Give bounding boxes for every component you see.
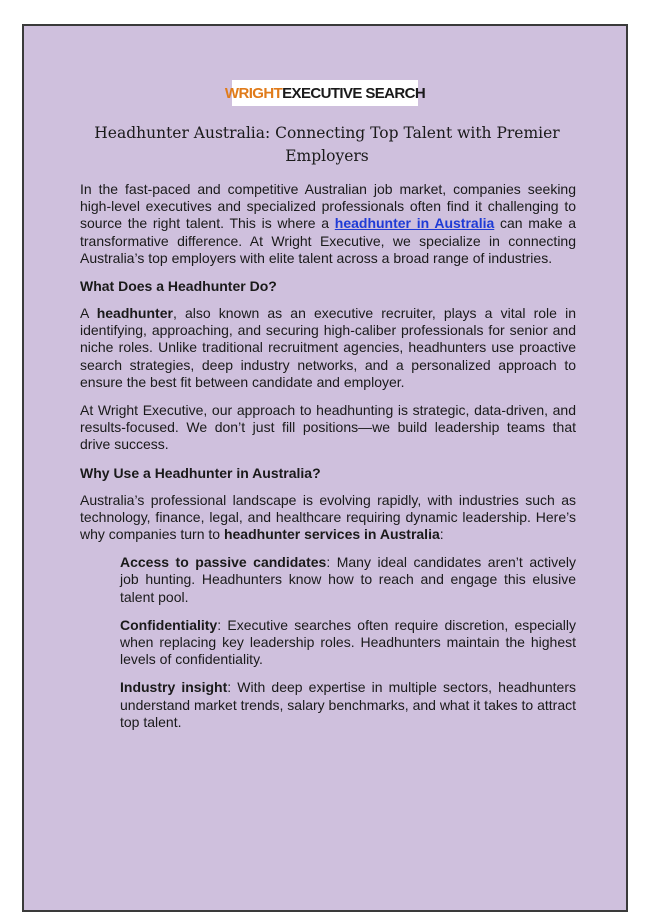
intro-text-before: In the fast-paced and competitive Australian job market, companies seeking high-level executives and specialized professionals often find it challenging to source the right talent. This is where a — [80, 181, 576, 232]
item-text: : Executive searches often require discretion, especially when replacing key leadership roles. Headhunters maintain the highest levels of confidentiality. — [120, 616, 576, 668]
section2-heading: Why Use a Headhunter in Australia? — [80, 464, 321, 481]
intro-paragraph — [80, 181, 576, 267]
company-logo — [224, 80, 426, 106]
document-body — [80, 181, 576, 742]
section1-paragraph2: At Wright Executive, our approach to headhunting is strategic, data-driven, and results-focused. We don’t just fill positions—we build leadership teams that drive success. — [80, 402, 576, 453]
document-title: Headhunter Australia: Connecting Top Talent with Premier Employers — [94, 124, 560, 165]
s1p1-prefix: A — [80, 305, 97, 322]
item-text: : With deep expertise in multiple sectors, headhunters understand market trends, salary benchmarks, and what it takes to attract top talent. — [120, 679, 577, 730]
section1-heading: What Does a Headhunter Do? — [80, 278, 277, 295]
headhunter-australia-link[interactable]: headhunter in Australia — [334, 215, 495, 232]
item-bold: Industry insight — [120, 679, 228, 696]
s2p1-after: : — [439, 526, 444, 543]
s2p1-before: Australia’s professional landscape is evolving rapidly, with industries such as technology, finance, legal, and healthcare requiring dynamic leadership. Here’s why companies turn to — [80, 491, 576, 543]
s1p1-rest: , also known as an executive recruiter, plays a vital role in identifying, approaching, and securing high-caliber professionals for senior and niche roles. Unlike traditional recruitment agencies, headhunters use proactive search strategies, deep industry networks, and a personalized approach to ensure the best fit between candidate and employer. — [80, 305, 576, 390]
list-item — [120, 679, 576, 731]
document-page — [22, 24, 628, 912]
intro-text-after: can make a transformative difference. At Wright Executive, we specialize in connecting Australia’s top employers with elite talent across a broad range of industries. — [80, 215, 576, 266]
list-item — [120, 554, 576, 606]
item-bold: Confidentiality — [120, 616, 218, 633]
section2-paragraph1 — [80, 492, 576, 544]
logo-wright: WRIGHT — [224, 84, 283, 102]
list-item — [120, 617, 576, 669]
logo-executive-search: EXECUTIVE SEARCH — [282, 84, 426, 102]
s1p1-bold: headhunter — [96, 305, 173, 322]
item-text: : Many ideal candidates aren’t actively job hunting. Headhunters know how to reach and engage this elusive talent pool. — [120, 554, 576, 605]
item-bold: Access to passive candidates — [120, 554, 327, 571]
section1-paragraph1 — [80, 305, 576, 391]
s2p1-bold: headhunter services in Australia — [223, 526, 440, 543]
